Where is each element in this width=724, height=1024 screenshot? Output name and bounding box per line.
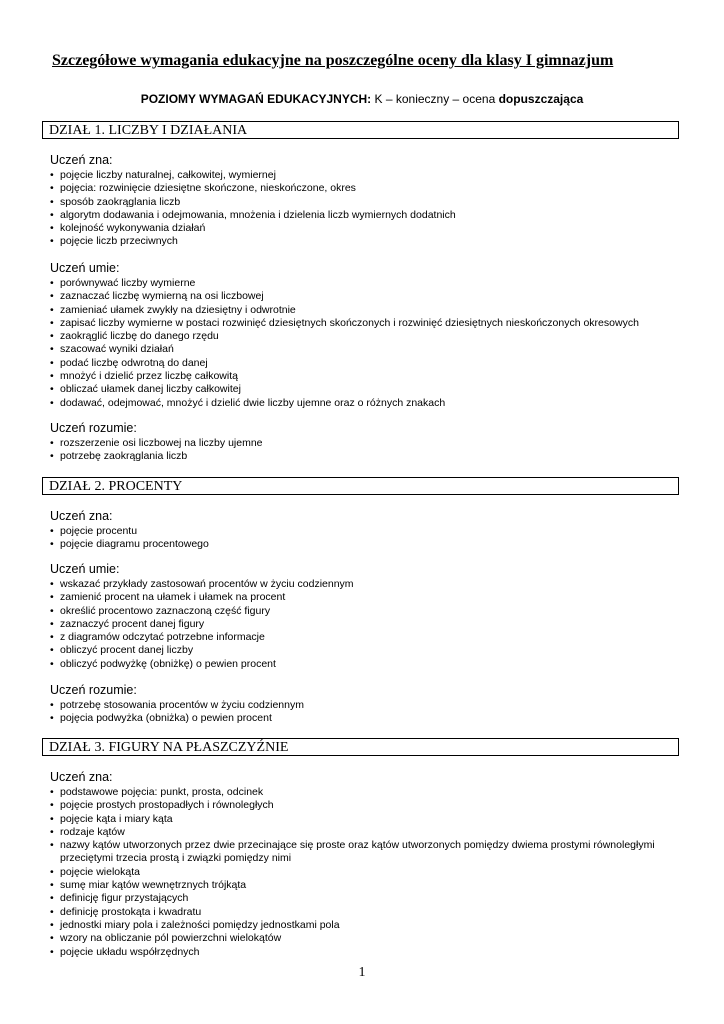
section-2-can (50, 562, 710, 671)
list-item: • porównywać liczby wymierne (50, 277, 710, 290)
list-item: • pojęcie liczb przeciwnych (50, 235, 710, 248)
list-item: • pojęcie procentu (50, 525, 710, 538)
list-item: • potrzebę stosowania procentów w życiu codziennym (50, 699, 710, 712)
list-item: • rodzaje kątów (50, 826, 710, 839)
list-item: • jednostki miary pola i zależności pomiędzy jednostkami pola (50, 919, 710, 932)
list-item: • algorytm dodawania i odejmowania, mnożenia i dzielenia liczb wymiernych dodatnich (50, 209, 710, 222)
section-2-heading: DZIAŁ 2. PROCENTY (42, 477, 679, 495)
list-item: • zaznaczać liczbę wymierną na osi liczbowej (50, 290, 710, 303)
group-heading: Uczeń rozumie: (50, 683, 137, 697)
list-item: • potrzebę zaokrąglania liczb (50, 450, 710, 463)
section-1-knows (50, 153, 710, 249)
list-item: • zamienić procent na ułamek i ułamek na procent (50, 591, 710, 604)
list-item: • pojęcie układu współrzędnych (50, 946, 710, 959)
list-item: • definicję figur przystających (50, 892, 710, 905)
list-item: • kolejność wykonywania działań (50, 222, 710, 235)
list-item: • pojęcie liczby naturalnej, całkowitej, wymiernej (50, 169, 710, 182)
list-item: • podstawowe pojęcia: punkt, prosta, odcinek (50, 786, 710, 799)
levels-description: K – konieczny – ocena (371, 92, 499, 106)
list-item: • wskazać przykłady zastosowań procentów w życiu codziennym (50, 578, 710, 591)
list-item: • obliczyć procent danej liczby (50, 644, 710, 657)
list-item: • zaznaczyć procent danej figury (50, 618, 710, 631)
list-item: • mnożyć i dzielić przez liczbę całkowitą (50, 370, 710, 383)
section-3-knows (50, 770, 710, 959)
list-item: • definicję prostokąta i kwadratu (50, 906, 710, 919)
page-number: 1 (358, 965, 366, 980)
group-heading: Uczeń rozumie: (50, 421, 137, 435)
grade-label: dopuszczająca (498, 92, 584, 106)
list-item: • dodawać, odejmować, mnożyć i dzielić dwie liczby ujemne oraz o różnych znakach (50, 397, 710, 410)
group-heading: Uczeń zna: (50, 509, 113, 523)
list-item: • szacować wyniki działań (50, 343, 710, 356)
list-item: • obliczać ułamek danej liczby całkowitej (50, 383, 710, 396)
list-item: • pojęcia: rozwinięcie dziesiętne skończone, nieskończone, okres (50, 182, 710, 195)
document-title: Szczegółowe wymagania edukacyjne na poszczególne oceny dla klasy I gimnazjum (52, 52, 614, 69)
levels-subtitle (0, 92, 724, 106)
list-item: • zapisać liczby wymierne w postaci rozwinięć dziesiętnych skończonych i rozwinięć dziesiętnych nieskończonych okresowych (50, 317, 710, 330)
section-2-understands (50, 683, 710, 726)
list-item: • wzory na obliczanie pól powierzchni wielokątów (50, 932, 710, 945)
group-heading: Uczeń umie: (50, 261, 120, 275)
list-item: • pojęcie kąta i miary kąta (50, 813, 710, 826)
section-1-understands (50, 421, 710, 464)
list-item: • sposób zaokrąglania liczb (50, 196, 710, 209)
section-3-heading: DZIAŁ 3. FIGURY NA PŁASZCZYŹNIE (42, 738, 679, 756)
list-item: • pojęcie wielokąta (50, 866, 710, 879)
list-item: • zaokrąglić liczbę do danego rzędu (50, 330, 710, 343)
list-item: • pojęcie diagramu procentowego (50, 538, 710, 551)
list-item: • pojęcia podwyżka (obniżka) o pewien procent (50, 712, 710, 725)
list-item: • podać liczbę odwrotną do danej (50, 357, 710, 370)
list-item: • rozszerzenie osi liczbowej na liczby ujemne (50, 437, 710, 450)
section-1-heading: DZIAŁ 1. LICZBY I DZIAŁANIA (42, 121, 679, 139)
list-item: • nazwy kątów utworzonych przez dwie przecinające się proste oraz kątów utworzonych pomiędzy dwiema prostymi równoległymi przeciętymi trzecia prostą i związki pomiędzy nimi (50, 839, 680, 866)
list-item: • pojęcie prostych prostopadłych i równoległych (50, 799, 710, 812)
list-item: • sumę miar kątów wewnętrznych trójkąta (50, 879, 710, 892)
group-heading: Uczeń umie: (50, 562, 120, 576)
list-item: • określić procentowo zaznaczoną część figury (50, 605, 710, 618)
list-item: • obliczyć podwyżkę (obniżkę) o pewien procent (50, 658, 710, 671)
group-heading: Uczeń zna: (50, 153, 113, 167)
list-item: • z diagramów odczytać potrzebne informacje (50, 631, 710, 644)
section-2-knows (50, 509, 710, 552)
group-heading: Uczeń zna: (50, 770, 113, 784)
levels-label: POZIOMY WYMAGAŃ EDUKACYJNYCH: (140, 92, 372, 106)
section-1-can (50, 261, 710, 410)
list-item: • zamieniać ułamek zwykły na dziesiętny i odwrotnie (50, 304, 710, 317)
